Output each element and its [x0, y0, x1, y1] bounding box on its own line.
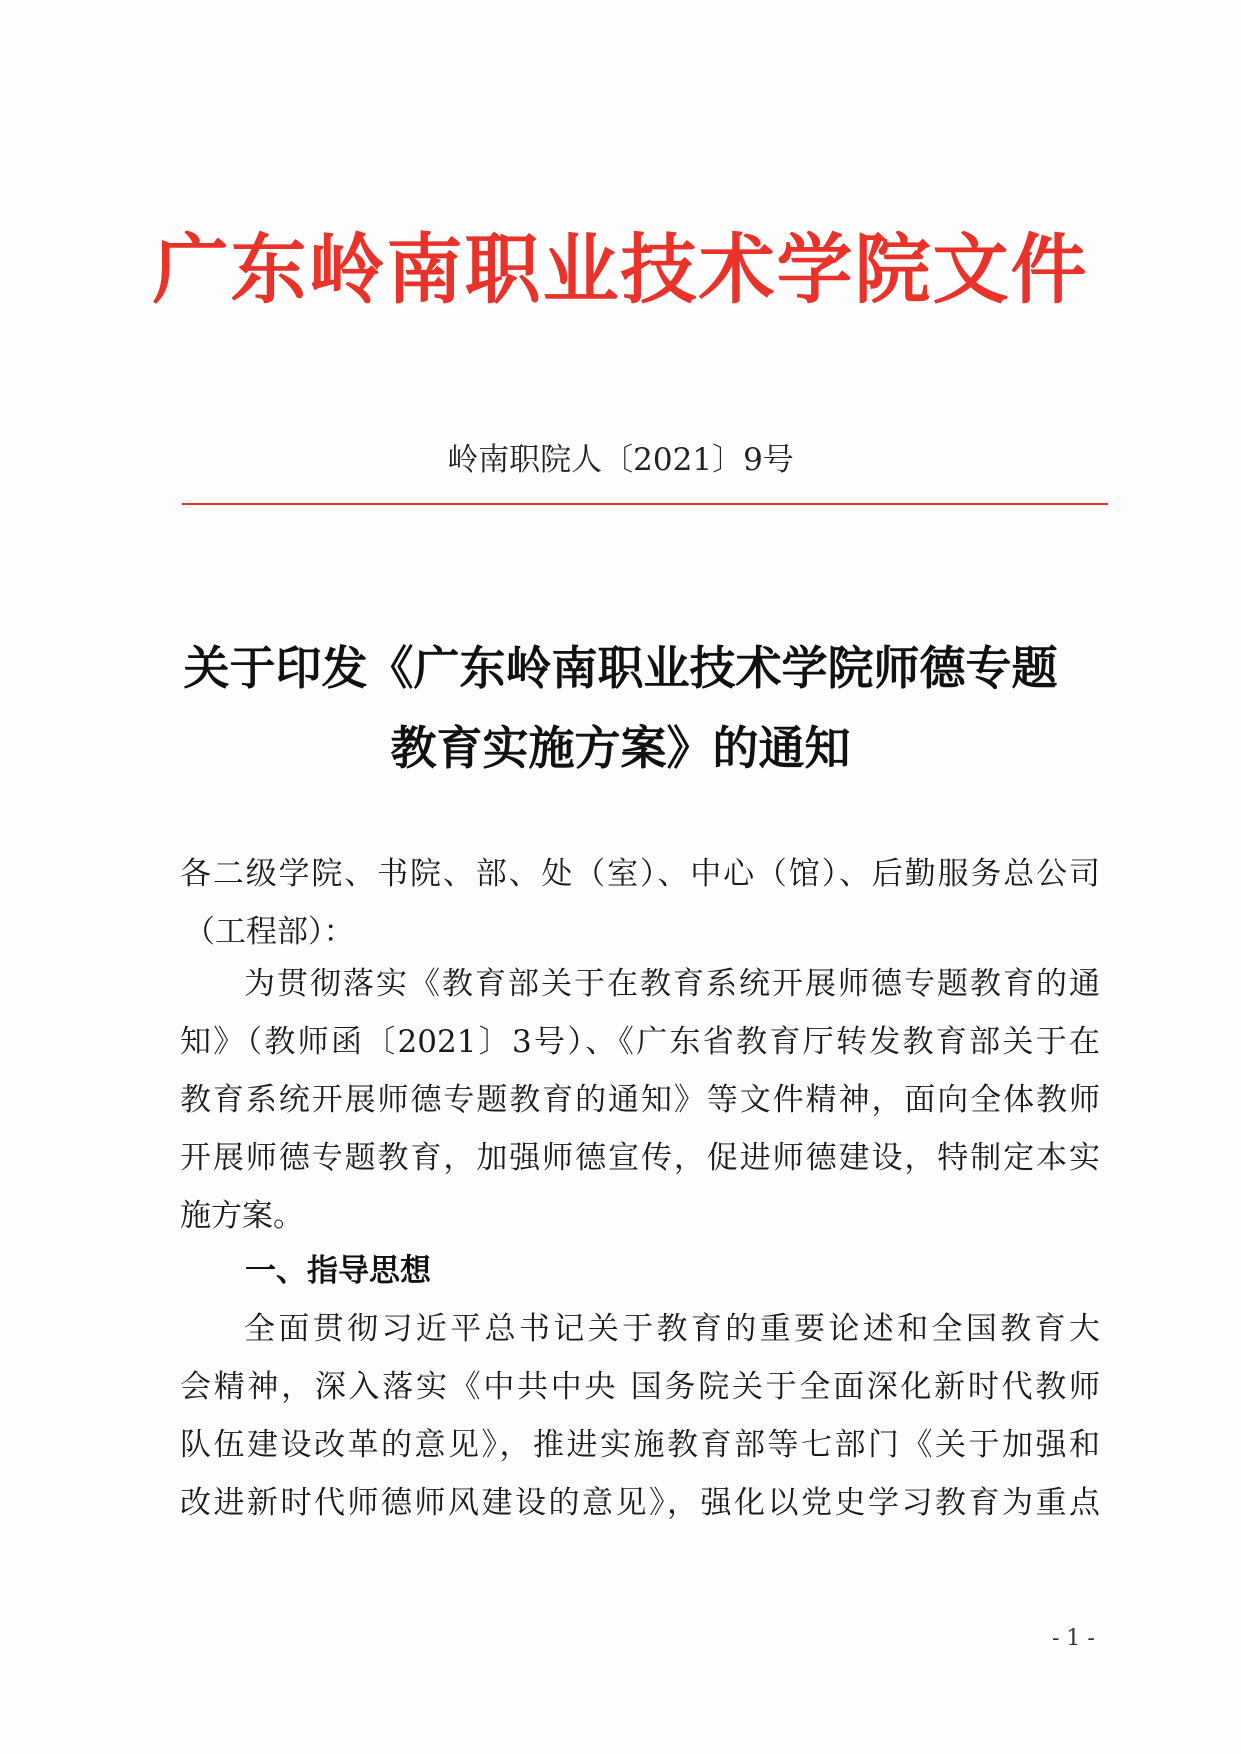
paragraph-guiding-line-3: 队伍建设改革的意见》，推进实施教育部等七部门《关于加强和 — [180, 1427, 1100, 1463]
document-masthead: 广东岭南职业技术学院文件 — [152, 225, 1089, 314]
page-number: - 1 - — [1052, 1626, 1095, 1651]
paragraph-intro-line-4: 开展师德专题教育，加强师德宣传，促进师德建设，特制定本实 — [180, 1140, 1100, 1176]
paragraph-guiding-line-1: 全面贯彻习近平总书记关于教育的重要论述和全国教育大 — [244, 1311, 1100, 1347]
paragraph-guiding-line-4: 改进新时代师德师风建设的意见》，强化以党史学习教育为重点 — [180, 1485, 1100, 1521]
section-heading-guiding-ideology: 一、指导思想 — [245, 1253, 431, 1289]
recipients-line-1: 各二级学院、书院、部、处（室）、中心（馆）、后勤服务总公司 — [180, 856, 1100, 892]
paragraph-guiding-ideology — [180, 1300, 1100, 1532]
paragraph-guiding-line-2: 会精神，深入落实《中共中央 国务院关于全面深化新时代教师 — [180, 1369, 1100, 1405]
paragraph-intro-line-2: 知》（教师函〔2021〕3号）、《广东省教育厅转发教育部关于在 — [180, 1024, 1100, 1060]
document-title — [150, 628, 1091, 788]
document-number: 岭南职院人〔2021〕9号 — [447, 442, 794, 478]
recipients-block — [180, 845, 1100, 961]
recipients-line-2: （工程部）： — [184, 914, 355, 950]
paragraph-intro — [180, 955, 1100, 1245]
title-line-1: 关于印发《广东岭南职业技术学院师德专题 — [183, 641, 1058, 695]
paragraph-intro-line-1: 为贯彻落实《教育部关于在教育系统开展师德专题教育的通 — [244, 966, 1100, 1002]
masthead-divider — [182, 503, 1108, 505]
paragraph-intro-line-3: 教育系统开展师德专题教育的通知》等文件精神，面向全体教师 — [180, 1082, 1100, 1118]
title-line-2: 教育实施方案》的通知 — [390, 721, 851, 775]
paragraph-intro-line-5: 施方案。 — [180, 1198, 304, 1234]
